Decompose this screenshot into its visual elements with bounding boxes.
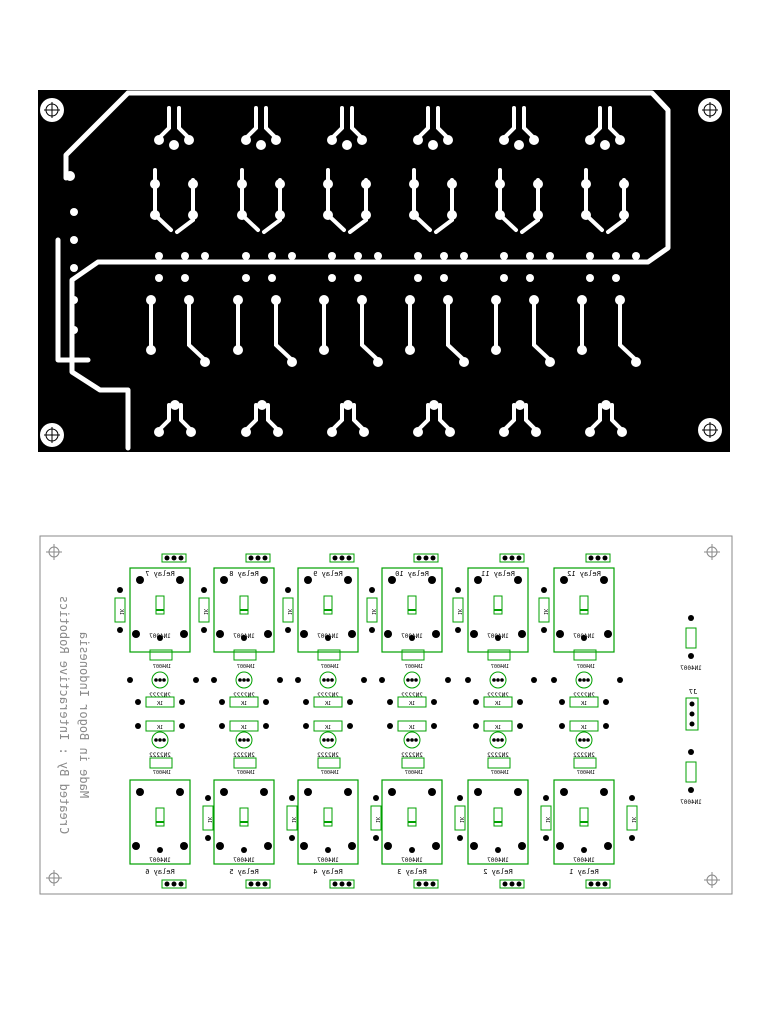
relay-label: Relay 11	[481, 570, 515, 578]
transistor-pad	[586, 678, 590, 682]
component-pad	[277, 677, 283, 683]
transistor-label: 2N2222	[487, 752, 509, 759]
transistor-pad	[242, 678, 246, 682]
transistor-pad	[238, 738, 242, 742]
component-pad	[514, 788, 522, 796]
relay-label: Relay 5	[229, 868, 259, 876]
component-pad	[344, 576, 352, 584]
relay-terminal-pad	[517, 556, 522, 561]
relay-terminal-pad	[172, 556, 177, 561]
component-pad	[263, 723, 269, 729]
component-pad	[300, 630, 308, 638]
resistor-label: 1K	[370, 608, 376, 616]
component-pad	[604, 630, 612, 638]
diode-label: 1N4007	[236, 770, 256, 776]
component-pad	[556, 842, 564, 850]
component-pad	[388, 576, 396, 584]
diode-label: 1N4007	[576, 770, 596, 776]
component-pad	[136, 788, 144, 796]
component-pad	[473, 699, 479, 705]
component-pad	[603, 699, 609, 705]
component-pad	[551, 677, 557, 683]
diode-label: 1N4007	[576, 664, 596, 670]
component-pad	[211, 677, 217, 683]
diode-label: 1N4007	[320, 664, 340, 670]
component-pad	[457, 795, 463, 801]
diode-label: 1N4007	[573, 633, 595, 640]
component-pad	[373, 795, 379, 801]
component-pad	[495, 847, 501, 853]
resistor-label: 1K	[290, 816, 296, 824]
transistor-label: 2N2222	[317, 692, 339, 699]
relay-terminal-pad	[424, 882, 429, 887]
diode-label: 1N4007	[680, 799, 702, 806]
component-pad	[344, 788, 352, 796]
transistor-pad	[492, 738, 496, 742]
component-pad	[431, 723, 437, 729]
component-pad	[127, 677, 133, 683]
component-pad	[517, 723, 523, 729]
resistor-label: 1K	[580, 701, 588, 707]
relay-terminal-pad	[424, 556, 429, 561]
component-pad	[518, 630, 526, 638]
relay-terminal-pad	[172, 882, 177, 887]
component-pad	[688, 615, 694, 621]
component-pad	[543, 795, 549, 801]
resistor-label: 1K	[580, 725, 588, 731]
transistor-pad	[246, 678, 250, 682]
transistor-pad	[492, 678, 496, 682]
relay-terminal-pad	[340, 556, 345, 561]
component-pad	[541, 627, 547, 633]
resistor-label: 1K	[240, 701, 248, 707]
component-pad	[541, 587, 547, 593]
relay-label: Relay 2	[483, 868, 513, 876]
component-pad	[560, 576, 568, 584]
component-pad	[260, 788, 268, 796]
component-pad	[176, 788, 184, 796]
transistor-label: 2N2222	[401, 692, 423, 699]
transistor-pad	[500, 738, 504, 742]
jumper-pad	[690, 722, 695, 727]
component-pad	[629, 835, 635, 841]
resistor-label: 1K	[494, 725, 502, 731]
component-pad	[474, 576, 482, 584]
component-pad	[180, 842, 188, 850]
component-pad	[604, 842, 612, 850]
component-pad	[325, 847, 331, 853]
component-pad	[117, 587, 123, 593]
relay-terminal-pad	[503, 882, 508, 887]
component-pad	[260, 576, 268, 584]
component-pad	[559, 723, 565, 729]
component-pad	[432, 842, 440, 850]
component-pad	[303, 699, 309, 705]
component-pad	[517, 699, 523, 705]
resistor-label: 1K	[494, 701, 502, 707]
component-pad	[303, 723, 309, 729]
transistor-pad	[578, 738, 582, 742]
transistor-pad	[414, 678, 418, 682]
diode-label: 1N4007	[404, 770, 424, 776]
diode-label: 1N4007	[236, 664, 256, 670]
relay-terminal-pad	[503, 556, 508, 561]
transistor-pad	[410, 738, 414, 742]
transistor-label: 2N2222	[317, 752, 339, 759]
component-pad	[285, 587, 291, 593]
component-pad	[304, 788, 312, 796]
relay-terminal-pad	[256, 882, 261, 887]
transistor-label: 2N2222	[487, 692, 509, 699]
component-pad	[219, 699, 225, 705]
relay-terminal-pad	[249, 882, 254, 887]
jumper-label: J7	[688, 688, 698, 696]
relay-terminal-pad	[603, 882, 608, 887]
diode-label: 1N4007	[233, 857, 255, 864]
resistor-label: 1K	[156, 725, 164, 731]
transistor-pad	[154, 738, 158, 742]
relay-terminal-pad	[589, 556, 594, 561]
transistor-label: 2N2222	[149, 752, 171, 759]
transistor-label: 2N2222	[573, 752, 595, 759]
component-pad	[629, 795, 635, 801]
component-pad	[179, 699, 185, 705]
resistor-label: 1K	[630, 816, 636, 824]
relay-label: Relay 9	[313, 570, 343, 578]
component-pad	[470, 842, 478, 850]
component-pad	[384, 630, 392, 638]
component-pad	[369, 587, 375, 593]
transistor-pad	[500, 678, 504, 682]
component-pad	[136, 576, 144, 584]
component-pad	[220, 788, 228, 796]
resistor-label: 1K	[458, 816, 464, 824]
component-pad	[201, 587, 207, 593]
relay-terminal-pad	[510, 556, 515, 561]
diode-label: 1N4007	[317, 633, 339, 640]
transistor-pad	[162, 738, 166, 742]
resistor-label: 1K	[286, 608, 292, 616]
resistor-label: 1K	[324, 701, 332, 707]
transistor-pad	[578, 678, 582, 682]
component-pad	[347, 723, 353, 729]
resistor-label: 1K	[374, 816, 380, 824]
component-pad	[157, 847, 163, 853]
component-pad	[193, 677, 199, 683]
component-pad	[179, 723, 185, 729]
transistor-pad	[586, 738, 590, 742]
relay-label: Relay 6	[145, 868, 175, 876]
diode-label: 1N4007	[487, 633, 509, 640]
transistor-pad	[406, 678, 410, 682]
diode-label: 1N4007	[149, 857, 171, 864]
component-pad	[241, 847, 247, 853]
component-pad	[559, 699, 565, 705]
component-pad	[603, 723, 609, 729]
diode-label: 1N4007	[573, 857, 595, 864]
relay-terminal-pad	[417, 556, 422, 561]
component-pad	[132, 842, 140, 850]
component-pad	[264, 630, 272, 638]
component-pad	[176, 576, 184, 584]
relay-terminal-pad	[179, 556, 184, 561]
component-pad	[220, 576, 228, 584]
relay-label: Relay 1	[569, 868, 599, 876]
transistor-pad	[582, 738, 586, 742]
transistor-pad	[238, 678, 242, 682]
transistor-pad	[158, 678, 162, 682]
transistor-label: 2N2222	[233, 692, 255, 699]
transistor-pad	[496, 678, 500, 682]
component-pad	[470, 630, 478, 638]
resistor-label: 1K	[156, 701, 164, 707]
component-pad	[285, 627, 291, 633]
component-pad	[473, 723, 479, 729]
component-pad	[201, 627, 207, 633]
component-pad	[455, 587, 461, 593]
relay-terminal-pad	[249, 556, 254, 561]
diode-label: 1N4007	[233, 633, 255, 640]
component-pad	[581, 847, 587, 853]
relay-terminal-pad	[165, 556, 170, 561]
component-pad	[379, 677, 385, 683]
component-pad	[264, 842, 272, 850]
relay-terminal-pad	[179, 882, 184, 887]
relay-terminal-pad	[596, 556, 601, 561]
component-pad	[431, 699, 437, 705]
jumper-pad	[690, 712, 695, 717]
transistor-pad	[410, 678, 414, 682]
component-pad	[428, 788, 436, 796]
relay-terminal-pad	[256, 556, 261, 561]
transistor-pad	[330, 678, 334, 682]
relay-terminal-pad	[431, 882, 436, 887]
diode-label: 1N4007	[320, 770, 340, 776]
relay-label: Relay 7	[145, 570, 175, 578]
relay-label: Relay 3	[397, 868, 427, 876]
component-pad	[432, 630, 440, 638]
credit-line: Made in Bogor Indonesia	[77, 631, 91, 799]
diode-label: 1N4007	[317, 857, 339, 864]
transistor-pad	[326, 738, 330, 742]
component-pad	[373, 835, 379, 841]
component-pad	[531, 677, 537, 683]
component-pad	[388, 788, 396, 796]
transistor-label: 2N2222	[573, 692, 595, 699]
component-pad	[300, 842, 308, 850]
component-pad	[387, 699, 393, 705]
transistor-pad	[154, 678, 158, 682]
diode-label: 1N4007	[401, 633, 423, 640]
relay-terminal-pad	[263, 882, 268, 887]
transistor-pad	[582, 678, 586, 682]
relay-terminal-pad	[347, 556, 352, 561]
component-pad	[617, 677, 623, 683]
transistor-pad	[242, 738, 246, 742]
component-pad	[117, 627, 123, 633]
component-pad	[295, 677, 301, 683]
transistor-pad	[322, 678, 326, 682]
relay-terminal-pad	[431, 556, 436, 561]
relay-label: Relay 10	[395, 570, 429, 578]
diode-label: 1N4007	[490, 664, 510, 670]
relay-terminal-pad	[510, 882, 515, 887]
component-pad	[205, 795, 211, 801]
component-pad	[132, 630, 140, 638]
component-pad	[361, 677, 367, 683]
resistor-label: 1K	[240, 725, 248, 731]
relay-terminal-pad	[517, 882, 522, 887]
component-pad	[543, 835, 549, 841]
transistor-pad	[162, 678, 166, 682]
transistor-pad	[406, 738, 410, 742]
transistor-pad	[322, 738, 326, 742]
component-pad	[219, 723, 225, 729]
relay-terminal-pad	[603, 556, 608, 561]
component-pad	[688, 749, 694, 755]
diode-label: 1N4007	[152, 664, 172, 670]
diode-label: 1N4007	[404, 664, 424, 670]
component-pad	[180, 630, 188, 638]
diode-label: 1N4007	[487, 857, 509, 864]
relay-terminal-pad	[347, 882, 352, 887]
relay-terminal-pad	[263, 556, 268, 561]
component-pad	[289, 795, 295, 801]
component-pad	[304, 576, 312, 584]
resistor-label: 1K	[324, 725, 332, 731]
jumper-pad	[690, 702, 695, 707]
component-pad	[348, 630, 356, 638]
component-pad	[216, 630, 224, 638]
component-pad	[457, 835, 463, 841]
relay-label: Relay 4	[313, 868, 343, 876]
component-pad	[465, 677, 471, 683]
component-pad	[263, 699, 269, 705]
component-pad	[289, 835, 295, 841]
resistor-label: 1K	[118, 608, 124, 616]
component-pad	[600, 788, 608, 796]
component-pad	[384, 842, 392, 850]
resistor-label: 1K	[408, 701, 416, 707]
relay-label: Relay 8	[229, 570, 259, 578]
component-pad	[688, 653, 694, 659]
transistor-label: 2N2222	[401, 752, 423, 759]
transistor-label: 2N2222	[233, 752, 255, 759]
component-pad	[688, 787, 694, 793]
component-pad	[474, 788, 482, 796]
relay-terminal-pad	[333, 556, 338, 561]
relay-terminal-pad	[589, 882, 594, 887]
relay-terminal-pad	[165, 882, 170, 887]
relay-terminal-pad	[417, 882, 422, 887]
component-pad	[135, 699, 141, 705]
diode-label: 1N4007	[680, 665, 702, 672]
diode-label: 1N4007	[152, 770, 172, 776]
resistor-label: 1K	[542, 608, 548, 616]
credit-line: Created By : Interactive Robotics	[57, 595, 71, 835]
component-pad	[216, 842, 224, 850]
component-pad	[347, 699, 353, 705]
component-pad	[135, 723, 141, 729]
transistor-pad	[496, 738, 500, 742]
component-pad	[455, 627, 461, 633]
component-pad	[205, 835, 211, 841]
resistor-label: 1K	[456, 608, 462, 616]
transistor-pad	[326, 678, 330, 682]
transistor-pad	[414, 738, 418, 742]
relay-terminal-pad	[340, 882, 345, 887]
transistor-label: 2N2222	[149, 692, 171, 699]
relay-terminal-pad	[333, 882, 338, 887]
component-pad	[409, 847, 415, 853]
resistor-label: 1K	[544, 816, 550, 824]
diode-label: 1N4007	[149, 633, 171, 640]
relay-label: Relay 12	[567, 570, 601, 578]
transistor-pad	[158, 738, 162, 742]
resistor-label: 1K	[202, 608, 208, 616]
transistor-pad	[330, 738, 334, 742]
resistor-label: 1K	[408, 725, 416, 731]
diode-label: 1N4007	[490, 770, 510, 776]
component-pad	[369, 627, 375, 633]
component-pad	[556, 630, 564, 638]
relay-terminal-pad	[596, 882, 601, 887]
diode-label: 1N4007	[401, 857, 423, 864]
resistor-label: 1K	[206, 816, 212, 824]
component-pad	[560, 788, 568, 796]
silkscreen-board-outline	[40, 536, 732, 894]
component-pad	[445, 677, 451, 683]
component-pad	[348, 842, 356, 850]
component-pad	[518, 842, 526, 850]
transistor-pad	[246, 738, 250, 742]
component-pad	[387, 723, 393, 729]
